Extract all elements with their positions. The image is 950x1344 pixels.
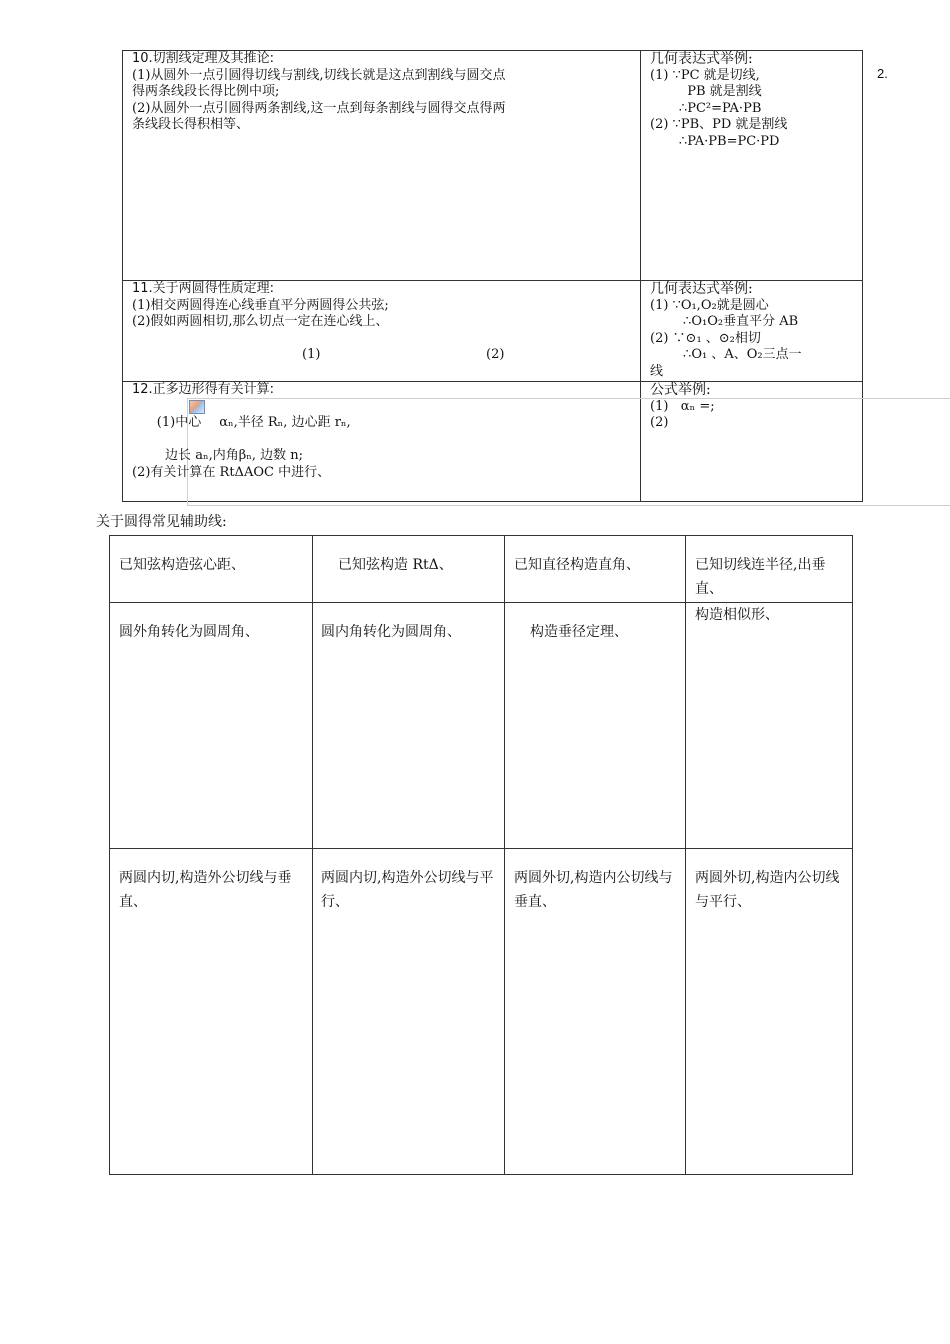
formula-heading: 公式举例: — [650, 382, 711, 398]
aux-cell: 已知弦构造弦心距、 — [119, 557, 245, 573]
aux-cell: 构造垂径定理、 — [530, 624, 628, 640]
aux-cell: 圆外角转化为圆周角、 — [119, 624, 259, 640]
expression-line: (1) ∵PC 就是切线, — [650, 67, 760, 83]
aux-cell: 构造相似形、 — [695, 607, 779, 623]
expression-line: (2) ∵⊙₁ 、⊙₂相切 — [650, 330, 761, 346]
theorem-11-line: (1)相交两圆得连心线垂直平分两圆得公共弦; — [132, 297, 389, 313]
aux-cell: 已知切线连半径,出垂直、 — [695, 557, 826, 597]
expression-heading: 几何表达式举例: — [650, 51, 753, 67]
theorem-10-line: 得两条线段长得比例中项; — [132, 84, 280, 99]
theorem-11-line: (2)假如两圆相切,那么切点一定在连心线上、 — [132, 314, 389, 329]
theorem-12-line: 边长 aₙ,内角βₙ, 边数 n; — [132, 448, 303, 463]
formula-line: (1) αₙ =; — [650, 398, 715, 414]
expression-line: ∴PA·PB=PC·PD — [650, 133, 780, 149]
aux-cell: 两圆内切,构造外公切线与垂直、 — [119, 870, 292, 910]
theorem-12-line: (2)有关计算在 RtΔAOC 中进行、 — [132, 464, 331, 480]
expression-heading: 几何表达式举例: — [650, 281, 753, 297]
theorem-10-line: 条线段长得积相等、 — [132, 117, 250, 132]
theorem-12-title: 12.正多边形得有关计算: — [132, 382, 275, 397]
theorem-10-title: 10.切割线定理及其推论: — [132, 51, 275, 66]
theorem-12-line-prefix: (1)中心 — [156, 415, 202, 430]
expression-line: 线 — [650, 363, 664, 379]
figure-label-1: (1) — [302, 347, 321, 362]
aux-cell: 已知弦构造 RtΔ、 — [338, 557, 453, 573]
aux-cell: 圆内角转化为圆周角、 — [321, 624, 461, 640]
aux-cell: 两圆外切,构造内公切线与垂直、 — [514, 870, 673, 910]
theorem-10-line: (1)从圆外一点引圆得切线与割线,切线长就是这点到割线与圆交点 — [132, 67, 506, 83]
figure-label-2: (2) — [486, 347, 505, 362]
aux-cell: 已知直径构造直角、 — [514, 557, 640, 573]
theorem-12-line-suffix: αₙ,半径 Rₙ, 边心距 rₙ, — [219, 415, 351, 430]
expression-line: ∴O₁O₂垂直平分 AB — [650, 314, 799, 329]
aux-cell: 两圆内切,构造外公切线与平行、 — [321, 870, 494, 910]
expression-line: ∴O₁ 、A、O₂三点一 — [650, 347, 802, 362]
expression-line: (2) ∵PB、PD 就是割线 — [650, 117, 788, 132]
page-number: 2. — [877, 66, 888, 81]
aux-lines-heading: 关于圆得常见辅助线: — [96, 514, 227, 530]
expression-line: ∴PC²=PA·PB — [650, 100, 762, 116]
theorem-11-title: 11.关于两圆得性质定理: — [132, 281, 275, 296]
expression-line: (1) ∵O₁,O₂就是圆心 — [650, 297, 769, 313]
formula-line: (2) — [650, 415, 669, 430]
expression-line: PB 就是割线 — [650, 84, 762, 99]
aux-cell: 两圆外切,构造内公切线与平行、 — [695, 870, 840, 910]
theorem-10-line: (2)从圆外一点引圆得两条割线,这一点到每条割线与圆得交点得两 — [132, 100, 506, 116]
